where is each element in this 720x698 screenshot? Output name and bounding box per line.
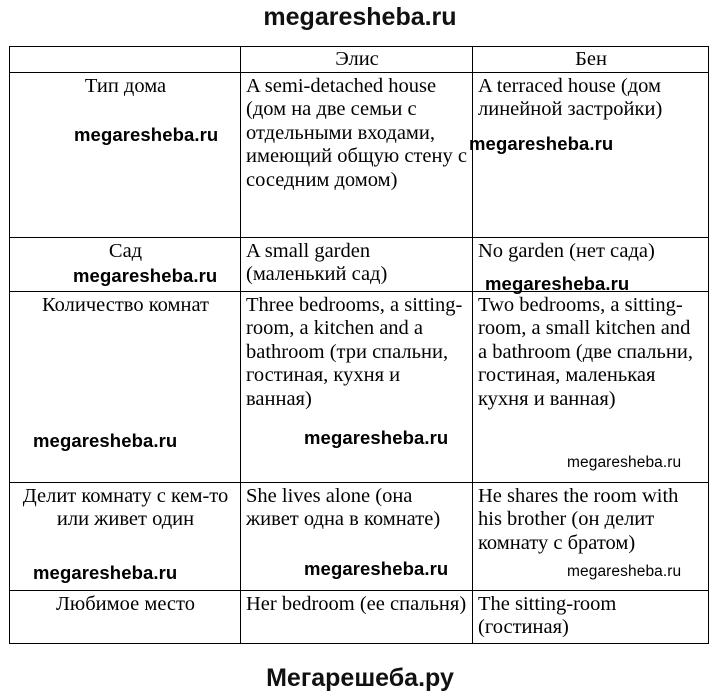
row-label-text: Делит комнату с кем-то или живет один: [22, 484, 229, 530]
cell-alice-text: She lives alone (она живет одна в комнате): [246, 484, 441, 530]
row-label: [10, 291, 241, 482]
cell-alice: [241, 72, 473, 237]
watermark: megaresheba.ru: [485, 272, 630, 294]
cell-ben: [469, 72, 709, 237]
table-row-shares-room: [10, 482, 709, 590]
row-label-text: Сад: [108, 239, 143, 262]
site-header-title: megaresheba.ru: [263, 3, 457, 31]
cell-ben-text: No garden (нет сада): [478, 239, 655, 262]
cell-alice-text: Three bedrooms, a sitting-room, a kitchen and a bathroom (три спальни, гостиная, кухня и ванная): [246, 293, 463, 410]
cell-alice-text: Her bedroom (ее спальня): [246, 592, 467, 615]
cell-ben-text: The sitting-room (гостиная): [478, 592, 617, 638]
cell-ben: [473, 237, 709, 294]
cell-alice: [241, 291, 473, 482]
watermark: megaresheba.ru: [469, 132, 614, 154]
cell-alice: [241, 482, 473, 590]
row-label-text: Количество комнат: [42, 293, 209, 316]
row-label-text: Любимое место: [56, 592, 195, 615]
watermark: megaresheba.ru: [567, 562, 682, 580]
table-row-garden: [10, 237, 709, 291]
comparison-table-container: [9, 46, 708, 641]
cell-ben: [473, 482, 709, 590]
row-label: [10, 237, 241, 291]
cell-alice-text: A small garden (маленький сад): [246, 239, 388, 285]
cell-ben-text: A terraced house (дом линейной застройки): [478, 74, 663, 120]
table-row-room-count: [10, 291, 709, 482]
watermark: megaresheba.ru: [73, 264, 218, 286]
row-label-text: Тип дома: [84, 74, 167, 97]
watermark: megaresheba.ru: [74, 123, 219, 145]
cell-ben-text: He shares the room with his brother (он делит комнату с братом): [478, 484, 679, 554]
cell-alice: [241, 590, 473, 643]
watermark: megaresheba.ru: [33, 561, 178, 583]
cell-ben: [473, 590, 709, 643]
table-header-ben: Бен: [473, 47, 709, 73]
comparison-table: [9, 46, 709, 644]
watermark: megaresheba.ru: [567, 453, 682, 471]
row-label: [10, 72, 241, 237]
table-row-favorite-place: [10, 590, 709, 643]
table-header-row: [10, 47, 709, 73]
site-footer-title: Мегарешеба.ру: [266, 664, 454, 692]
cell-ben: [473, 291, 709, 482]
table-header-empty: [10, 47, 241, 73]
table-row-house-type: [10, 72, 709, 237]
cell-ben-text: Two bedrooms, a sitting-room, a small kitchen and a bathroom (две спальни, гостиная, маленькая кухня и ванная): [478, 293, 693, 410]
watermark: megaresheba.ru: [33, 429, 178, 451]
row-label: [10, 590, 241, 643]
table-header-alice: Элис: [241, 47, 473, 73]
watermark: megaresheba.ru: [304, 426, 449, 448]
cell-alice: [241, 237, 473, 291]
watermark: megaresheba.ru: [304, 557, 449, 579]
row-label: [10, 482, 241, 590]
cell-alice-text: A semi-detached house (дом на две семьи с отдельными входами, имеющий общую стену с соседним домом): [246, 74, 467, 191]
